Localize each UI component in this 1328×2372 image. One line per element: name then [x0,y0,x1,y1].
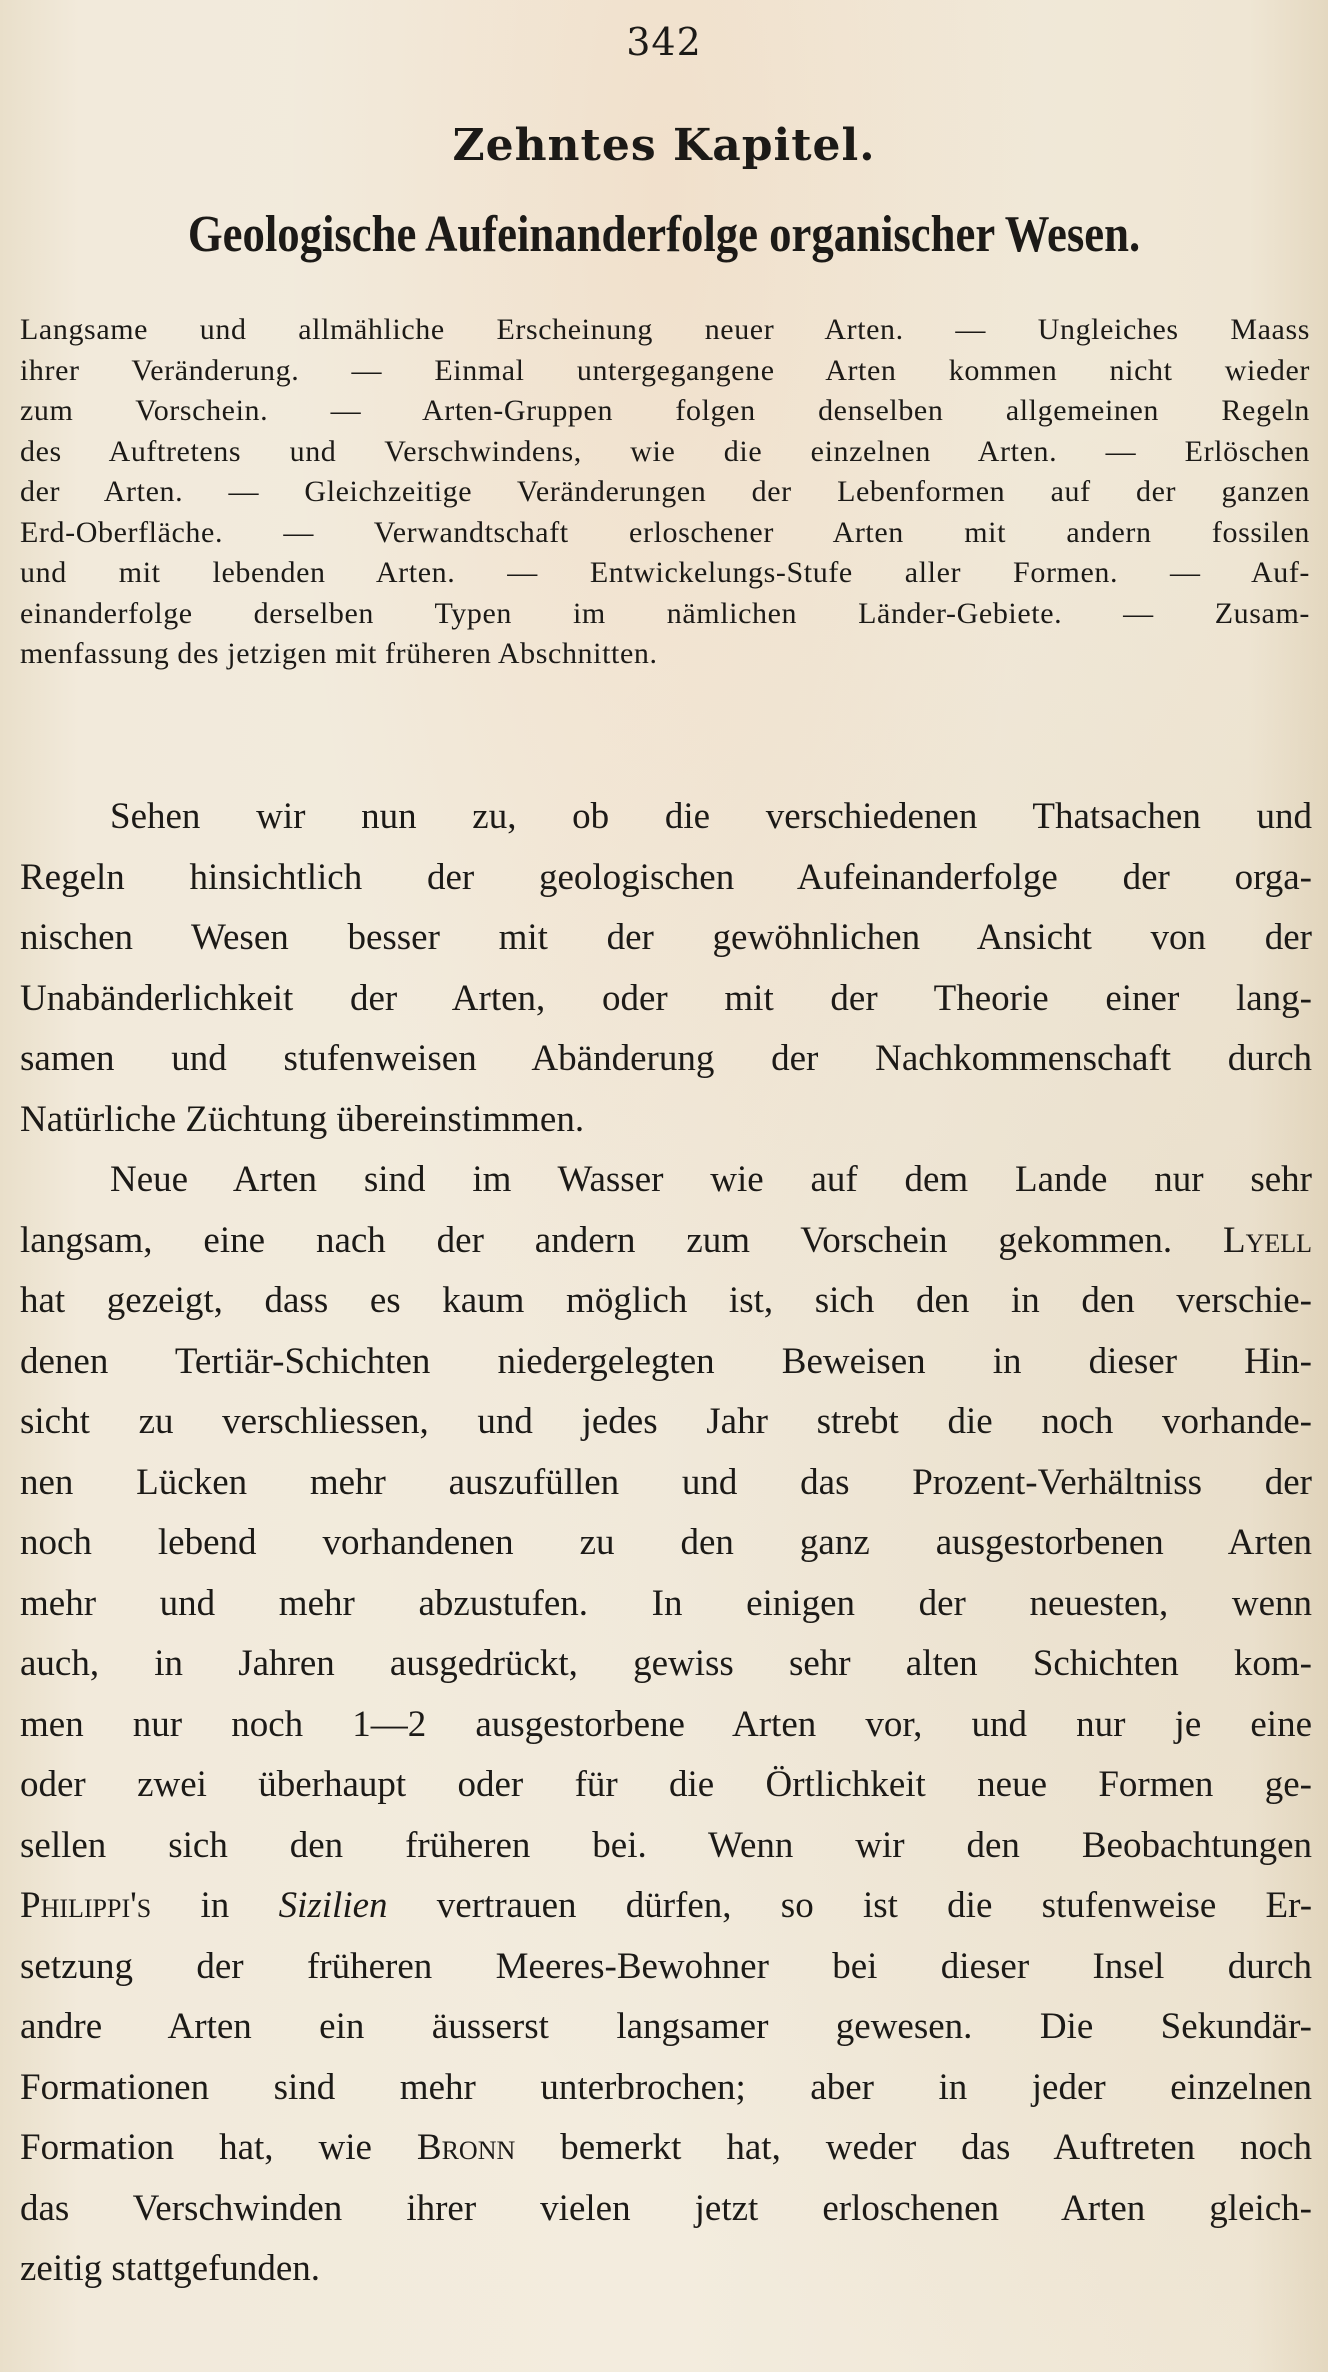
place-name-sizilien: Sizilien [278,1885,388,1926]
text-line: hat gezeigt, dass es kaum möglich ist, sich den in den verschie- [20,1280,1312,1321]
text-line [20,2118,1312,2179]
text-line: Regeln hinsichtlich der geologischen Aufeinanderfolge der orga- [20,856,1312,898]
text-line: nischen Wesen besser mit der gewöhnlichen Ansicht von der [20,917,1312,958]
text-line: andre Arten ein äusserst langsamer gewesen. Die Sekundär- [20,2006,1312,2047]
body-text [20,787,1312,2300]
chapter-title: Geologische Aufeinanderfolge organischer Wesen. [187,206,1141,263]
author-name-bronn: Bronn [416,2127,516,2168]
summary-line: einanderfolge derselben Typen im nämlichen Länder-Gebiete. — Zusam- [20,596,1310,630]
summary-line: ihrer Veränderung. — Einmal untergegangene Arten kommen nicht wieder [20,353,1310,387]
text-line: sicht zu verschliessen, und jedes Jahr strebt die noch vorhande- [20,1401,1312,1442]
text-line: Formationen sind mehr unterbrochen; aber in jeder einzelnen [20,2066,1312,2108]
text-line: zeitig stattgefunden. [20,2248,321,2289]
text-line: oder zwei überhaupt oder für die Örtlichkeit neue Formen ge- [20,1764,1312,1805]
text-line: samen und stufenweisen Abänderung der Nachkommenschaft durch [20,1038,1312,1079]
paragraph-1 [20,787,1312,1150]
text-line: men nur noch 1—2 ausgestorbene Arten vor, und nur je eine [20,1703,1312,1745]
text-line: setzung der früheren Meeres-Bewohner bei dieser Insel durch [20,1945,1312,1987]
summary-line: Erd-Oberfläche. — Verwandtschaft erloschener Arten mit andern fossilen [20,515,1310,549]
chapter-summary [20,310,1310,675]
text-line: mehr und mehr abzustufen. In einigen der neuesten, wenn [20,1582,1312,1624]
text-line-part: Formation hat, wie [20,2127,372,2168]
text-line: Neue Arten sind im Wasser wie auf dem Lande nur sehr [110,1159,1312,1200]
text-line: auch, in Jahren ausgedrückt, gewiss sehr alten Schichten kom- [20,1643,1312,1684]
text-line: Sehen wir nun zu, ob die verschiedenen Thatsachen und [110,796,1312,837]
text-line-part: vertrauen dürfen, so ist die stufenweise Er- [436,1885,1312,1926]
text-line-part: in [200,1885,230,1926]
summary-line: des Auftretens und Verschwindens, wie die einzelnen Arten. — Erlöschen [20,434,1310,468]
text-line: das Verschwinden ihrer vielen jetzt erloschenen Arten gleich- [20,2187,1312,2229]
summary-line: zum Vorschein. — Arten-Gruppen folgen denselben allgemeinen Regeln [20,394,1310,427]
author-name-philippi: Philippi's [20,1885,152,1926]
author-name-lyell: Lyell [1222,1219,1312,1261]
summary-line: und mit lebenden Arten. — Entwickelungs-Stufe aller Formen. — Auf- [20,556,1310,589]
text-line: nen Lücken mehr auszufüllen und das Prozent-Verhältniss der [20,1461,1312,1503]
summary-line: menfassung des jetzigen mit früheren Abschnitten. [20,637,658,670]
text-line: noch lebend vorhandenen zu den ganz ausgestorbenen Arten [20,1522,1312,1563]
summary-line: Langsame und allmähliche Erscheinung neuer Arten. — Ungleiches Maass [20,313,1310,346]
summary-line: der Arten. — Gleichzeitige Veränderungen der Lebenformen auf der ganzen [20,475,1310,508]
text-line [20,1876,1312,1937]
text-line-part: bemerkt hat, weder das Auftreten noch [560,2127,1312,2168]
text-line: Unabänderlichkeit der Arten, oder mit der Theorie einer lang- [20,977,1312,1019]
paragraph-2 [20,1150,1312,2300]
text-line: Natürliche Züchtung übereinstimmen. [20,1098,585,1140]
text-line-part: langsam, eine nach der andern zum Vorschein gekommen. [20,1219,1173,1261]
chapter-label: Zehntes Kapitel. [452,120,876,171]
text-line: sellen sich den früheren bei. Wenn wir den Beobachtungen [20,1824,1312,1866]
text-line [20,1211,1312,1272]
page-number: 342 [626,20,702,64]
text-line: denen Tertiär-Schichten niedergelegten Beweisen in dieser Hin- [20,1340,1312,1382]
